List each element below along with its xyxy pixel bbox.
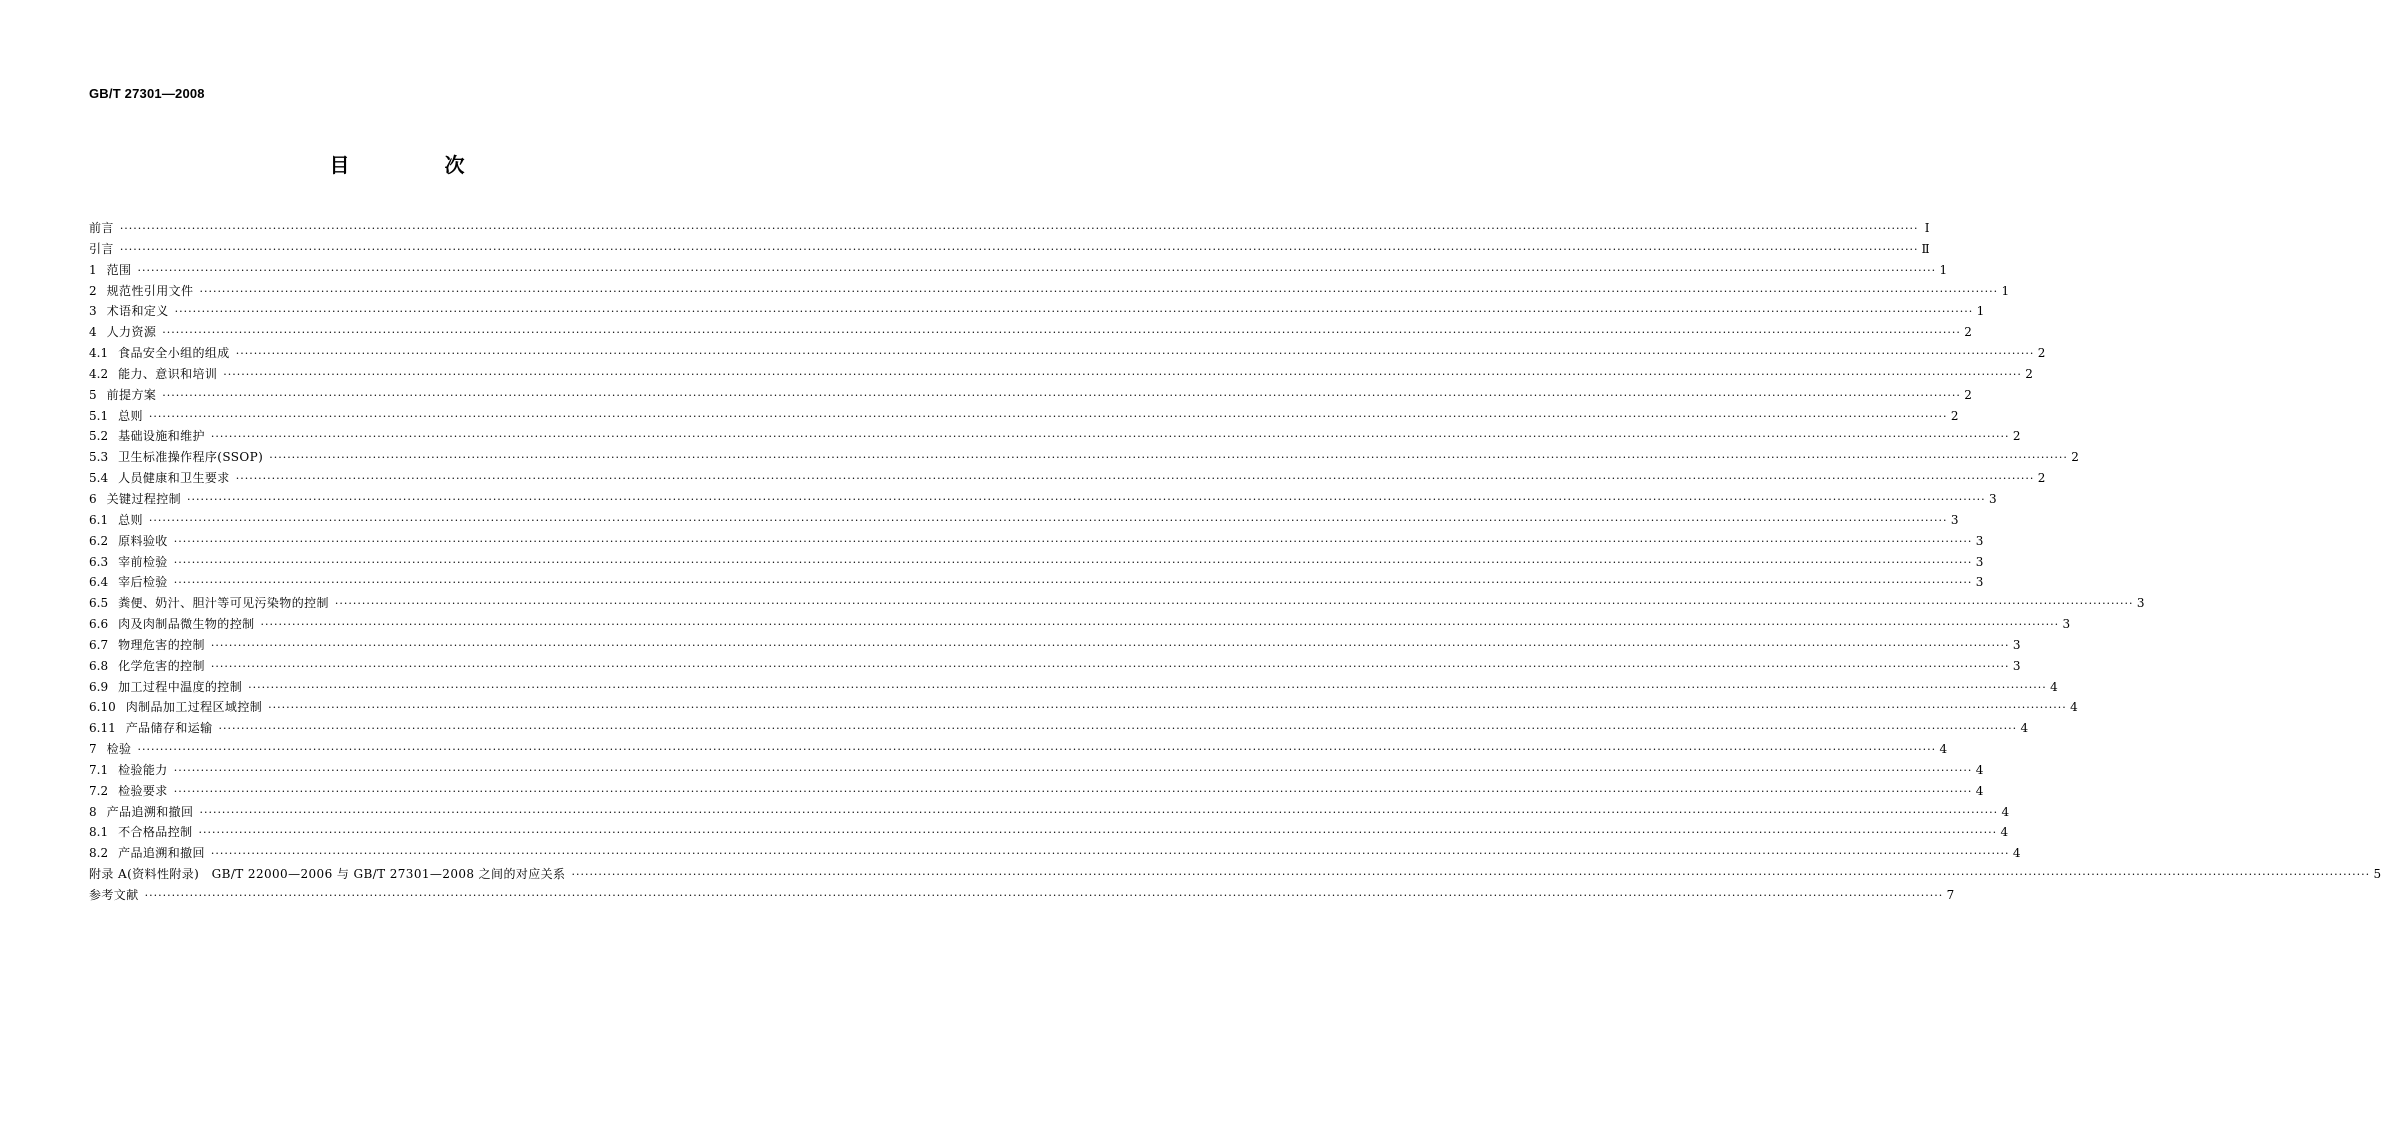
- toc-entry-title: 前提方案: [106, 387, 157, 402]
- toc-entry-number: 6: [89, 491, 97, 506]
- toc-entry-title: 产品追溯和撤回: [106, 804, 194, 819]
- toc-entry-number: 6.4: [89, 575, 109, 590]
- toc-entry-page: 2: [2037, 346, 2046, 361]
- dot-leader: ················································································································································································································································································································································································································: [162, 326, 1961, 340]
- dot-leader: ················································································································································································································································································································································································································: [268, 701, 2067, 715]
- toc-entry-page: 4: [2070, 700, 2078, 715]
- dot-leader: ················································································································································································································································································································································································································: [173, 534, 1973, 548]
- toc-entry-title: 化学危害的控制: [118, 658, 205, 673]
- toc-entry[interactable]: [89, 739, 1948, 760]
- toc-entry[interactable]: [89, 656, 2021, 677]
- toc-entry-number: 8.2: [89, 846, 109, 861]
- toc-entry[interactable]: [89, 343, 2046, 364]
- toc-entry-title: 检验能力: [118, 762, 168, 777]
- toc-entry-title: 产品追溯和撤回: [118, 846, 205, 861]
- toc-entry-number: 7.2: [89, 783, 109, 798]
- dot-leader: ················································································································································································································································································································································································································: [223, 367, 2022, 381]
- toc-entry[interactable]: [89, 552, 1984, 573]
- dot-leader: ················································································································································································································································································································································································································: [218, 722, 2018, 736]
- toc-entry-page: 2: [2071, 450, 2079, 465]
- toc-entry-number: 6.11: [89, 721, 116, 736]
- toc-entry-title: 肉及肉制品微生物的控制: [118, 617, 255, 632]
- toc-entry-title: 食品安全小组的组成: [118, 346, 230, 361]
- dot-leader: ················································································································································································································································································································································································································: [162, 388, 1961, 402]
- toc-entry[interactable]: [89, 260, 1948, 281]
- toc-entry-page: 4: [2050, 679, 2058, 694]
- toc-entry-page: 3: [2012, 637, 2021, 652]
- toc-entry-number: 4.2: [89, 366, 109, 381]
- toc-entry-page: 4: [1939, 742, 1948, 757]
- standard-code: GB/T 27301—2008: [89, 86, 205, 101]
- toc-entry-page: 2: [2025, 366, 2033, 381]
- toc-entry-number: 6.2: [89, 533, 109, 548]
- dot-leader: ················································································································································································································································································································································································································: [187, 492, 1986, 506]
- toc-entry-page: 3: [2136, 596, 2145, 611]
- toc-entry-page: 3: [2012, 658, 2021, 673]
- toc-entry[interactable]: [89, 510, 1959, 531]
- toc-entry-page: 4: [2012, 846, 2021, 861]
- dot-leader: ················································································································································································································································································································································································································: [248, 680, 2047, 694]
- dot-leader: ················································································································································································································································································································································································································: [148, 409, 1948, 423]
- toc-entry-title: 物理危害的控制: [118, 637, 205, 652]
- toc-entry-number: 6.5: [89, 596, 109, 611]
- toc-entry[interactable]: [89, 843, 2021, 864]
- toc-entry-number: 6.6: [89, 617, 109, 632]
- toc-entry-page: 3: [1975, 533, 1984, 548]
- toc-entry-page: 3: [2062, 617, 2071, 632]
- dot-leader: ················································································································································································································································································································································································································: [210, 847, 2010, 861]
- toc-entry-page: 2: [2037, 471, 2046, 486]
- toc-entry-page: 4: [1975, 762, 1984, 777]
- toc-entry-title: 参考文献: [89, 888, 139, 902]
- toc-entry-number: 6.1: [89, 512, 109, 527]
- dot-leader: ················································································································································································································································································································································································································: [198, 826, 1998, 840]
- toc-entry[interactable]: [89, 301, 1985, 322]
- dot-leader: ················································································································································································································································································································································································································: [235, 347, 2035, 361]
- dot-leader: ················································································································································································································································································································································································································: [199, 284, 1999, 298]
- toc-entry-title: 引言: [89, 241, 114, 256]
- toc-entry-page: 1: [2001, 283, 2010, 298]
- toc-entry-number: 6.7: [89, 637, 109, 652]
- dot-leader: ················································································································································································································································································································································································································: [260, 618, 2060, 632]
- toc-entry[interactable]: [89, 364, 2033, 385]
- toc-entry[interactable]: [89, 322, 1972, 343]
- toc-entry-page: 3: [1989, 491, 1997, 506]
- table-of-contents: [89, 218, 2381, 906]
- dot-leader: ················································································································································································································································································································································································································: [210, 430, 2010, 444]
- toc-entry[interactable]: [89, 489, 1997, 510]
- toc-entry-number: 1: [89, 262, 97, 277]
- toc-entry-number: 4: [89, 325, 97, 340]
- toc-entry[interactable]: [89, 239, 1930, 260]
- toc-entry-title: 附录 A(资料性附录) GB/T 22000—2006 与 GB/T 27301—2008 之间的对应关系: [89, 867, 566, 882]
- toc-entry-page: 3: [1975, 575, 1984, 590]
- dot-leader: ················································································································································································································································································································································································································: [119, 222, 1919, 235]
- toc-entry-number: 6.10: [89, 700, 116, 715]
- toc-entry[interactable]: [89, 426, 2021, 447]
- toc-entry-title: 原料验收: [118, 533, 168, 548]
- toc-entry-title: 宰后检验: [118, 575, 168, 590]
- toc-entry-title: 加工过程中温度的控制: [118, 679, 243, 694]
- dot-leader: ················································································································································································································································································································································································································: [571, 868, 2371, 882]
- toc-entry[interactable]: [89, 572, 1984, 593]
- toc-entry-title: 前言: [89, 221, 114, 235]
- toc-entry[interactable]: [89, 822, 2009, 843]
- toc-entry-number: 6.8: [89, 658, 109, 673]
- toc-entry-number: 5.3: [89, 450, 109, 465]
- toc-entry-title: 粪便、奶汁、胆汁等可见污染物的控制: [118, 596, 329, 611]
- toc-entry-title: 检验: [106, 742, 132, 757]
- toc-entry-number: 5: [89, 387, 97, 402]
- toc-entry-title: 规范性引用文件: [106, 283, 194, 298]
- toc-entry[interactable]: [89, 531, 1984, 552]
- toc-entry-page: 2: [1950, 408, 1959, 423]
- toc-entry-title: 范围: [106, 262, 132, 277]
- toc-entry-title: 肉制品加工过程区域控制: [125, 700, 263, 715]
- dot-leader: ················································································································································································································································································································································································································: [235, 472, 2035, 486]
- toc-entry-page: 3: [1950, 512, 1959, 527]
- toc-entry-title: 人力资源: [106, 325, 157, 340]
- toc-entry-number: 5.4: [89, 471, 109, 486]
- dot-leader: ················································································································································································································································································································································································································: [334, 597, 2134, 611]
- dot-leader: ················································································································································································································································································································································································································: [210, 638, 2010, 652]
- toc-entry[interactable]: [89, 802, 2010, 823]
- toc-entry[interactable]: [89, 781, 1984, 802]
- toc-entry-page: 3: [1975, 554, 1984, 569]
- dot-leader: ················································································································································································································································································································································································································: [173, 763, 1973, 777]
- dot-leader: ················································································································································································································································································································································································································: [119, 242, 1919, 256]
- toc-entry-number: 5.1: [89, 408, 109, 423]
- toc-entry[interactable]: [89, 635, 2021, 656]
- toc-entry-page: 5: [2373, 867, 2381, 882]
- toc-entry-page: 2: [1964, 325, 1972, 340]
- toc-entry[interactable]: [89, 218, 1930, 239]
- toc-entry[interactable]: [89, 406, 1959, 427]
- toc-entry[interactable]: [89, 718, 2029, 739]
- toc-entry[interactable]: [89, 697, 2078, 718]
- toc-entry-title: 不合格品控制: [118, 825, 193, 840]
- toc-entry-page: 7: [1946, 888, 1955, 902]
- toc-entry-number: 7.1: [89, 762, 109, 777]
- toc-entry-title: 基础设施和维护: [118, 429, 205, 444]
- dot-leader: ················································································································································································································································································································································································································: [173, 555, 1973, 569]
- dot-leader: ················································································································································································································································································································································································································: [144, 889, 1944, 902]
- toc-entry[interactable]: [89, 864, 2381, 885]
- toc-entry-title: 卫生标准操作程序(SSOP): [118, 450, 264, 465]
- toc-entry-number: 3: [89, 304, 97, 319]
- toc-entry-title: 检验要求: [118, 783, 168, 798]
- dot-leader: ················································································································································································································································································································································································································: [269, 451, 2068, 465]
- toc-entry[interactable]: [89, 385, 1972, 406]
- toc-entry-page: 4: [1975, 783, 1984, 798]
- toc-entry-title: 总则: [118, 408, 143, 423]
- toc-entry-number: 8.1: [89, 825, 109, 840]
- toc-entry-number: 4.1: [89, 346, 109, 361]
- toc-title: 目 次: [329, 153, 509, 177]
- toc-entry[interactable]: [89, 885, 1955, 906]
- toc-entry-number: 5.2: [89, 429, 109, 444]
- toc-entry-title: 宰前检验: [118, 554, 168, 569]
- dot-leader: ················································································································································································································································································································································································································: [173, 784, 1973, 798]
- toc-entry-page: 4: [2020, 721, 2029, 736]
- toc-entry-page: 1: [1939, 262, 1948, 277]
- toc-entry[interactable]: [89, 677, 2058, 698]
- toc-entry-page: Ⅱ: [1921, 241, 1930, 256]
- dot-leader: ················································································································································································································································································································································································································: [174, 305, 1974, 319]
- toc-entry-page: 4: [2000, 825, 2009, 840]
- toc-entry-title: 术语和定义: [106, 304, 169, 319]
- toc-entry[interactable]: [89, 447, 2079, 468]
- toc-entry-number: 2: [89, 283, 97, 298]
- dot-leader: ················································································································································································································································································································································································································: [210, 659, 2010, 673]
- toc-entry[interactable]: [89, 760, 1984, 781]
- toc-entry-title: 能力、意识和培训: [118, 366, 218, 381]
- toc-entry-page: 1: [1976, 304, 1985, 319]
- toc-entry-number: 7: [89, 742, 97, 757]
- toc-entry-page: 2: [2012, 429, 2021, 444]
- toc-entry[interactable]: [89, 281, 2010, 302]
- toc-entry-number: 6.3: [89, 554, 109, 569]
- toc-entry-title: 产品储存和运输: [125, 721, 213, 736]
- toc-entry-title: 关键过程控制: [106, 491, 182, 506]
- toc-entry[interactable]: [89, 468, 2046, 489]
- toc-entry-title: 人员健康和卫生要求: [118, 471, 230, 486]
- toc-entry-page: Ⅰ: [1924, 221, 1930, 235]
- dot-leader: ················································································································································································································································································································································································································: [137, 743, 1937, 757]
- toc-entry-title: 总则: [118, 512, 143, 527]
- dot-leader: ················································································································································································································································································································································································································: [199, 805, 1999, 819]
- dot-leader: ················································································································································································································································································································································································································: [173, 576, 1973, 590]
- toc-entry-number: 6.9: [89, 679, 109, 694]
- dot-leader: ················································································································································································································································································································································································································: [137, 263, 1937, 277]
- toc-entry-number: 8: [89, 804, 97, 819]
- toc-entry-page: 4: [2001, 804, 2010, 819]
- toc-entry[interactable]: [89, 614, 2071, 635]
- toc-entry-page: 2: [1964, 387, 1972, 402]
- toc-entry[interactable]: [89, 593, 2145, 614]
- dot-leader: ················································································································································································································································································································································································································: [148, 513, 1948, 527]
